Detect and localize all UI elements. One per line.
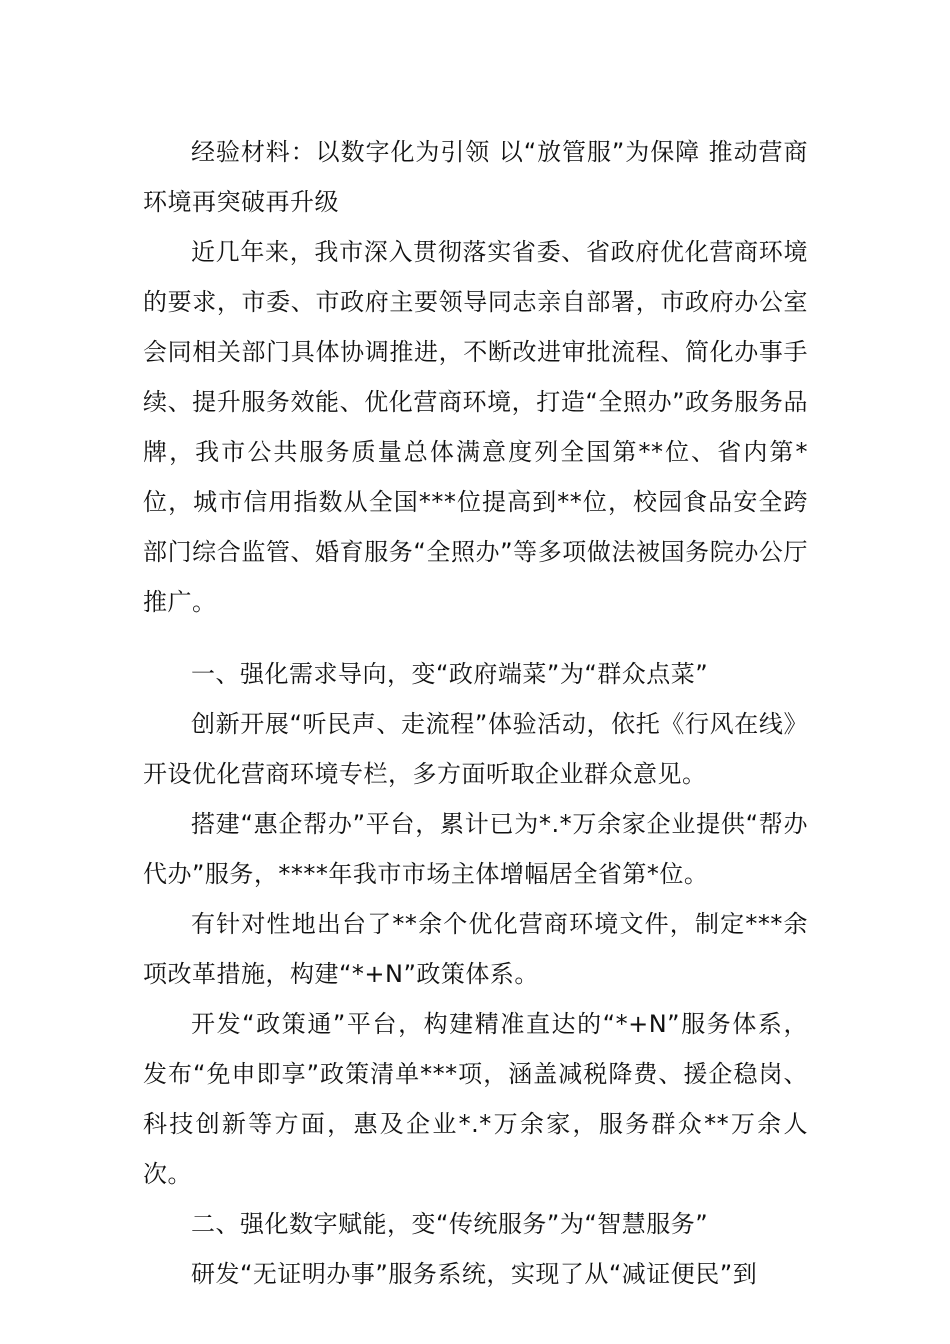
document-title: 经验材料：以数字化为引领 以“放管服”为保障 推动营商环境再突破再升级: [143, 138, 808, 216]
paragraph: 研发“无证明办事”服务系统，实现了从“减证便民”到: [191, 1260, 758, 1288]
paragraph: 搭建“惠企帮办”平台，累计已为*.*万余家企业提供“帮办代办”服务，****年我市市场主体增幅居全省第*位。: [143, 810, 808, 888]
paragraph-intro: 近几年来，我市深入贯彻落实省委、省政府优化营商环境的要求，市委、市政府主要领导同志亲自部署，市政府办公室会同相关部门具体协调推进，不断改进审批流程、简化办事手续、提升服务效能、优化营商环境，打造“全照办”政务服务品牌，我市公共服务质量总体满意度列全国第**位、省内第*位，城市信用指数从全国***位提高到**位，校园食品安全跨部门综合监管、婚育服务“全照办”等多项做法被国务院办公厅推广。: [143, 238, 808, 616]
document-body: [143, 127, 808, 1299]
section-spacer: [143, 627, 808, 649]
paragraph: 创新开展“听民声、走流程”体验活动，依托《行风在线》开设优化营商环境专栏，多方面听取企业群众意见。: [143, 710, 808, 788]
paragraph: 有针对性地出台了**余个优化营商环境文件，制定***余项改革措施，构建“*+N”政策体系。: [143, 910, 808, 988]
paragraph: 开发“政策通”平台，构建精准直达的“*+N”服务体系，发布“免申即享”政策清单***项，涵盖减税降费、援企稳岗、科技创新等方面，惠及企业*.*万余家，服务群众**万余人次。: [143, 1010, 808, 1188]
section-heading-1: 一、强化需求导向，变“政府端菜”为“群众点菜”: [191, 660, 709, 688]
section-heading-2: 二、强化数字赋能，变“传统服务”为“智慧服务”: [191, 1210, 709, 1238]
